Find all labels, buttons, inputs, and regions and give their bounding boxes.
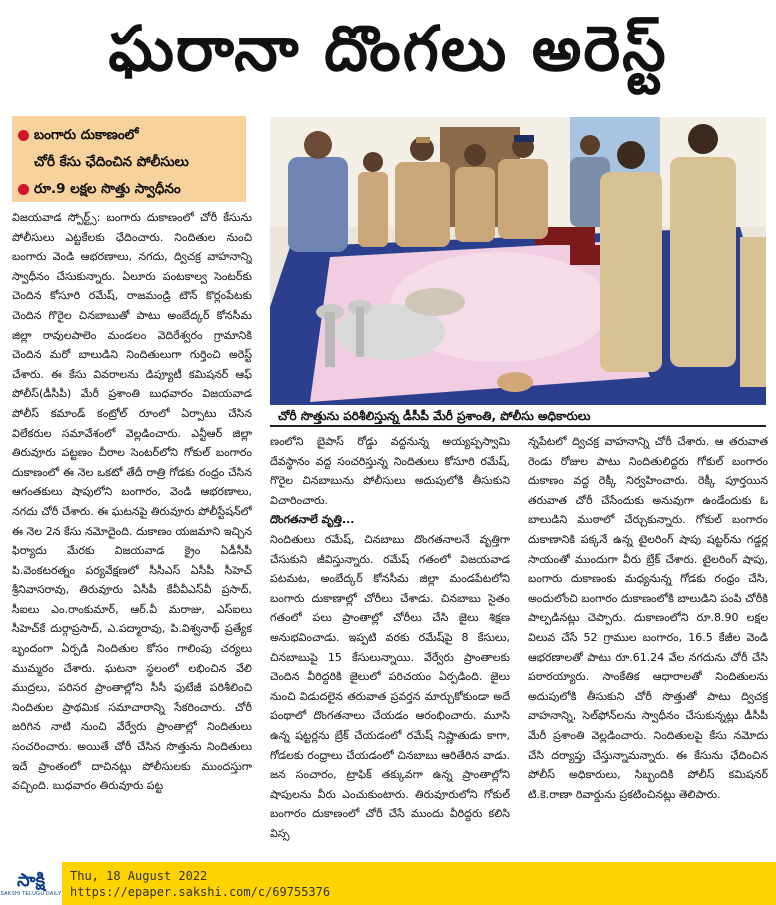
headline: ఘరానా దొంగలు అరెస్ట్ xyxy=(108,12,668,85)
article-column-3: న్నపేటలో ద్విచక్ర వాహనాన్ని చోరీ చేశారు. ఆ తరువాత రెండు రోజుల పాటు నిందితులిద్దరు గోకుల్ బంగారం దుకాణం వద్ద రెక్కీ నిర్వహించారు. రెక్కీ పూర్తయిన తరువాత చోరీ చేసేందుకు అనువుగా ఉండేందుకు ఓ బాలుడిని ముఠాలో చేర్చుకున్నారు. గోకుల్ బంగారం దుకాణానికి పక్కనే ఉన్న టైలరింగ్ షాపు షట్టర్‌ను గడ్డర్ల సాయంతో ముందుగా వీరు బ్రేక్ చేశారు. టైలరింగ్ షాపు, బంగారు దుకాణంకు మధ్యనున్న గోడకు రంధ్రం చేసి, అందులోంచి బంగారం దుకాణంలోకి బాలుడిని పంపి చోరీకి పాల్పడినట్లు చెప్పారు. దుకాణంలోని రూ.8.90 లక్షల విలువ చేసే 52 గ్రాముల బంగారం, 16.5 కేజీల వెండి ఆభరణాలతో పాటు రూ.61.24 వేల నగదును చోరీ చేసి పరారయ్యారు. సాంకేతిక ఆధారాలతో నిందితులను అదుపులోకి తీసుకుని చోరీ సొత్తుతో పాటు ద్విచక్ర వాహనాన్ని, సెల్‌ఫోన్‌లను స్వాధీనం చేసుకున్నట్లు డీసీపీ మేరీ ప్రశాంతి వెల్లడించారు. నిందితులపై కేసు నమోదు చేసి దర్యాప్తు చేస్తున్నామన్నారు. ఈ కేసును ఛేదించిన పోలీస్ అధికారులు, సిబ్బందికి పోలీస్ కమిషనర్ టి.కె.రాణా రివార్డును ప్రకటించినట్లు తెలిపారు. xyxy=(528,435,768,801)
bullet-icon xyxy=(18,130,29,141)
article-column-1: విజయవాడ స్పోర్ట్స్: బంగారు దుకాణంలో చోరీ కేసును పోలీసులు ఎట్టకేలకు ఛేదించారు. నిందితుల నుంచి బంగారు వెండి ఆభరణాలు, నగదు, ద్విచక్ర వాహనాన్ని స్వాధీనం చేసుకున్నారు. ఏలూరు పంటకాల్వ సెంటర్‌కు చెందిన కోసూరి రమేష్, రాజమండ్రి టౌన్ కొర్లంపేటకు చెందిన గొరైల చినబాబుతో పాటు అంబేద్కర్ కోనసీమ జిల్లా రావులపాలెం మండలం వెదిరేశ్వరం గ్రామానికి చెందిన మరో బాలుడిని నిందితులుగా గుర్తించి అరెస్ట్ చేశారు. ఈ కేసు వివరాలను డిప్యూటీ కమిషనర్ ఆఫ్ పోలీస్(డీసీపీ) మేరీ ప్రశాంతి బుధవారం విజయవాడ పోలీస్ కమాండ్ కంట్రోల్ రూంలో ఏర్పాటు చేసిన విలేకరుల సమావేశంలో వెల్లడించారు. ఎన్టీఆర్ జిల్లా తిరువూరు పట్టణం చీరాల సెంటర్‌లోని గోకుల్ బంగారం దుకాణంలో ఈ నెల ఒకటో తేదీ రాత్రి గోడకు రంధ్రం చేసిన ఆగంతకులు షాపులోని బంగారం, వెండి ఆభరణాలు, నగదు చోరీ చేశారు. ఈ ఘటనపై తిరువూరు పోలీస్టేషన్‌లో ఈ నెల 2న కేసు నమోదైంది. దుకాణం యజమాని ఇచ్చిన ఫిర్యాదు మేరకు విజయవాడ క్రైం ఏడీసీపీ పి.వెంకటరత్నం పర్యవేక్షణలో సీసీఎస్ ఏసీపీ సీహెచ్ శ్రీనివాసరావు, తిరువూరు ఏసీపీ కేవీవీఎస్‌వీ ప్రసాద్, సీఐలు ఎం.రాంకుమార్, ఆర్.వీ మరాజు, ఎస్ఐలు సీహెచ్‌కే దుర్గాప్రసాద్, ఎ.పద్మారావు, పి.విశ్వనాథ్ ప్రత్యేక బృందంగా ఏర్పడి నిందితుల కోసం గాలింపు చర్యలు ముమ్మరం చేశారు. ఘటనా స్థలంలో లభించిన వేలి ముద్రలు, పరిసర ప్రాంతాల్లోని సీసీ ఫుటేజీ పరిశీలించి నిందితుల ప్రాథమిక సమాచారాన్ని సేకరించారు. చోరీ జరిగిన నాటి నుంచి వేర్వేరు ప్రాంతాల్లో నిందితులు సంచరించారు. అయితే చోరీ చేసిన సొత్తును నిందితులు ఇదే ప్రాంతంలో దాచినట్లు పోలీసులకు ముందస్తుగా వచ్చింది. బుధవారం తిరువూరు పట్ట xyxy=(12,211,252,793)
highlight-text: బంగారు దుకాణంలో xyxy=(34,127,139,143)
edition-date: Thu, 18 August 2022 xyxy=(70,868,208,883)
logo-text: సాక్షి xyxy=(17,869,45,891)
logo-subtitle: SAKSHI TELUGU DAILY xyxy=(0,890,62,897)
highlight-text: చోరీ కేసు ఛేదించిన పోలీసులు xyxy=(34,154,189,170)
highlight-text: రూ.9 లక్షల సొత్తు స్వాధీనం xyxy=(34,181,181,197)
article-paragraph: నిందితులు రమేష్, చినబాబు దొంగతనాలనే వృత్తిగా చేసుకుని జీవిస్తున్నారు. రమేష్ గతంలో విజయవాడ పటమట, అంబేద్కర్ కోనసీమ జిల్లా మండపేటలోని బంగారు దుకాణాల్లో చోరీలు చేశాడు. చినబాబు సైతం గతంలో పలు ప్రాంతాల్లో చోరీలు చేసి జైలు శిక్షణ అనుభవించాడు. ఇప్పటి వరకు రమేష్‌పై 8 కేసులు, చినబాబుపై 15 కేసులున్నాయి. వేర్వేరు ప్రాంతాలకు చెందిన వీరిద్దరికి జైలులో పరిచయం ఏర్పడింది. జైలు నుంచి విడుదలైన తరువాత ప్రవర్తన మార్చుకోకుండా అదే పంథాలో దొంగతనాలు చేయడం ఆరంభించారు. మూసి ఉన్న షట్టర్లను బ్రేక్ చేయడంలో రమేష్ నిష్ణాతుడు కాగా, గోడలకు రంధ్రాలు చేయడంలో చినబాబు ఆరితేరిన వాడు. జన సంచారం, ట్రాఫిక్ తక్కువగా ఉన్న ప్రాంతాల్లోని షాపులను వీరు ఎంచుకుంటారు. తిరువూరులోని గోకుల్ బంగారం దుకాణంలో చోరీ చేసే ముందు వీరిద్దరు కలిసి విస్స xyxy=(270,532,510,840)
epaper-link[interactable]: https://epaper.sakshi.com/c/69755376 xyxy=(70,884,331,899)
footer-bar xyxy=(0,862,776,905)
bullet-icon xyxy=(18,184,29,195)
article-paragraph: ణంలోని బైపాస్ రోడ్డు వద్దనున్న అయ్యప్పస్వామి దేవస్థానం వద్ద సంచరిస్తున్న నిందితులు కోసూరి రమేష్, గొరైల చినబాబును పోలీసులు అదుపులోకి తీసుకుని విచారించారు. xyxy=(270,435,510,507)
subheading: దొంగతనాలే వృత్తి... xyxy=(270,513,355,527)
footer-info xyxy=(70,868,330,900)
police-officers-with-recovered-jewellery-image xyxy=(270,117,766,405)
highlight-line xyxy=(18,149,240,176)
news-photo xyxy=(270,117,766,405)
article-column-2 xyxy=(270,432,510,852)
highlight-box xyxy=(12,116,246,202)
highlight-line xyxy=(18,122,240,149)
highlight-line xyxy=(18,176,240,203)
sakshi-logo xyxy=(0,862,62,905)
photo-caption: చోరీ సొత్తును పరిశీలిస్తున్న డీసీపీ మేరీ ప్రశాంతి, పోలీసు అధికారులు xyxy=(270,405,766,427)
